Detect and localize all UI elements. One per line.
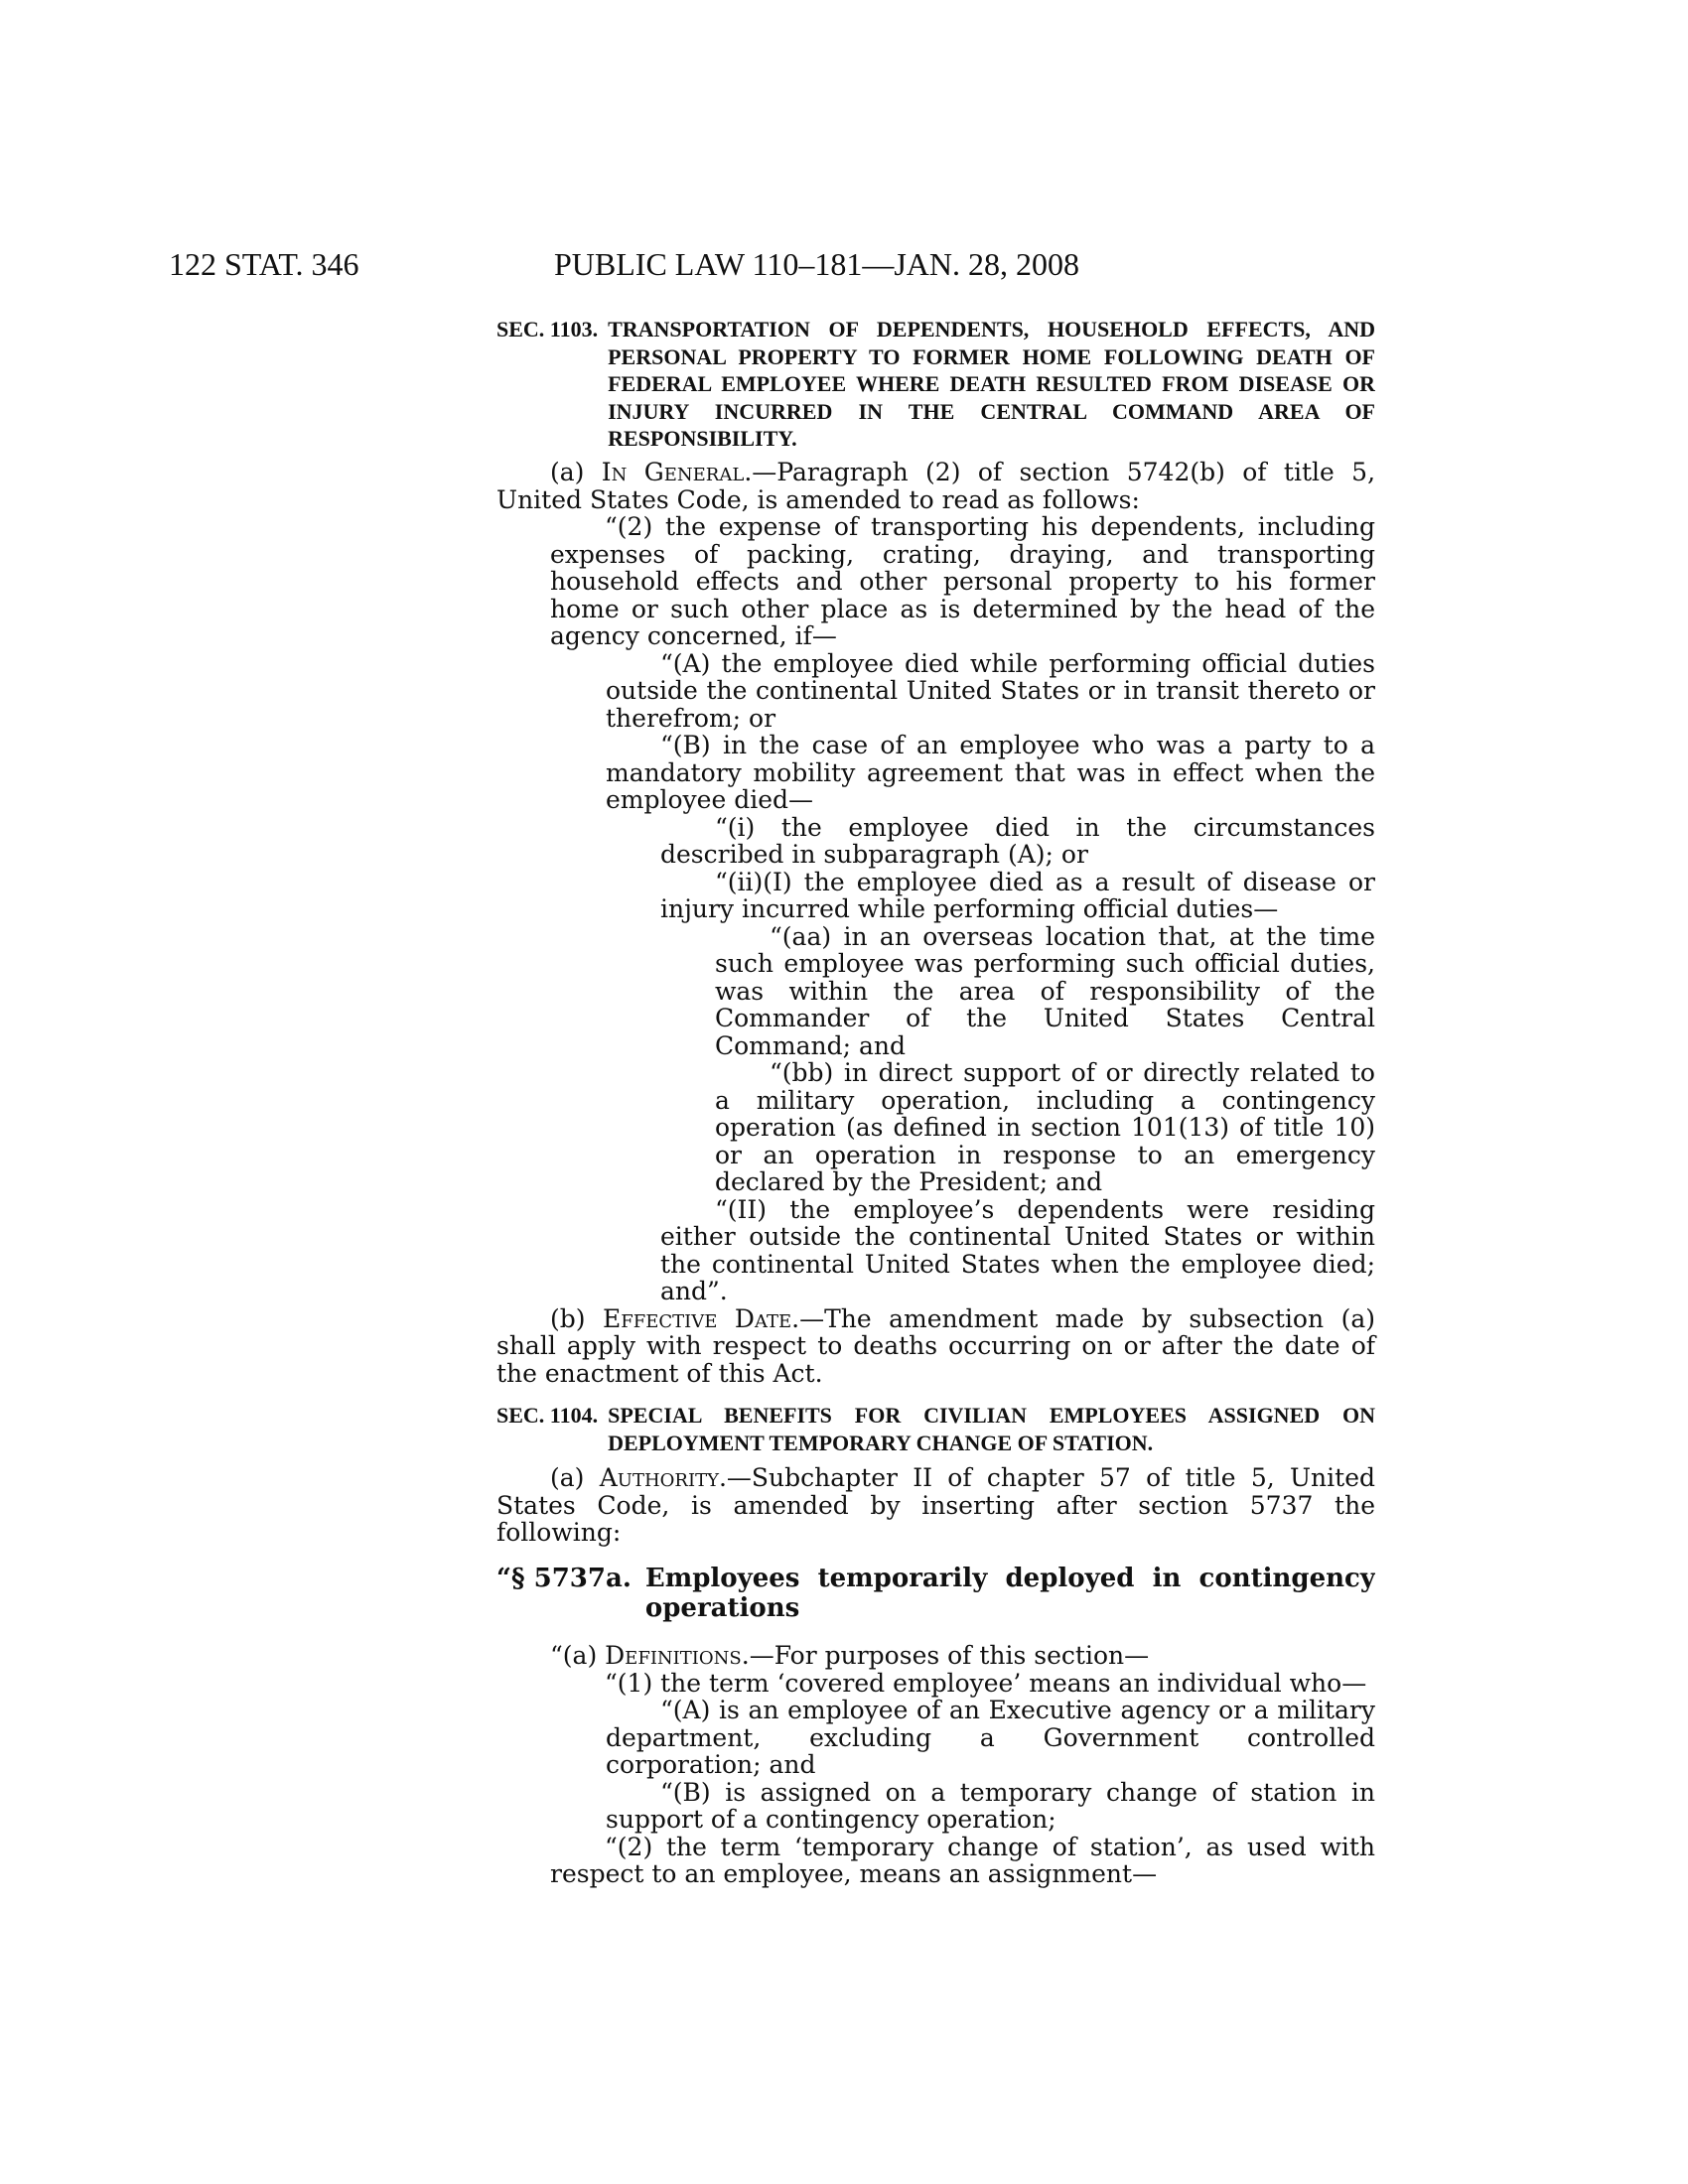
code-section-body xyxy=(496,1642,1375,1888)
subsection-label: (a) xyxy=(550,458,602,486)
subparagraph-B: “(B) in the case of an employee who was a party to a mandatory mobility agreement that was in effect when the employee died— xyxy=(606,731,1375,814)
clause-i: “(i) the employee died in the circumstances described in subparagraph (A); or xyxy=(660,812,1375,869)
subsection-label: (a) xyxy=(550,1463,600,1492)
subparagraph-A: “(A) the employee died while performing official duties outside the continental United States or in transit thereto or therefrom; or xyxy=(606,648,1375,733)
page-law-header: PUBLIC LAW 110–181—JAN. 28, 2008 xyxy=(554,246,1079,282)
subsection-a-paragraph xyxy=(496,459,1375,513)
paragraph-2: “(2) the expense of transporting his dependents, including expenses of packing, crating, draying, and transporting household effects and other personal property to his former home or such other place as is determined by the head of the agency concerned, if— xyxy=(550,512,1375,650)
section-1104-heading xyxy=(496,1402,1375,1456)
section-title: TRANSPORTATION OF DEPENDENTS, HOUSEHOLD EFFECTS, AND PERSONAL PROPERTY TO FORMER HOME FOLLOWING DEATH OF FEDERAL EMPLOYEE WHERE DEATH RESULTED FROM DISEASE OR INJURY INCURRED IN THE CENTRAL COMMAND AREA OF RESPONSIBILITY. xyxy=(608,317,1375,451)
definition-1: “(1) the term ‘covered employee’ means an individual who— xyxy=(605,1668,1367,1698)
subsection-text: .—Subchapter II of chapter 57 of title 5, United States Code, is amended by inserting after section 5737 the following: xyxy=(496,1463,1376,1547)
subsection-heading: In General xyxy=(601,458,745,486)
section-title: SPECIAL BENEFITS FOR CIVILIAN EMPLOYEES ASSIGNED ON DEPLOYMENT TEMPORARY CHANGE OF STATION. xyxy=(608,1403,1375,1455)
code-section-title: Employees temporarily deployed in contingency operations xyxy=(644,1564,1375,1623)
code-section-heading xyxy=(496,1564,1375,1623)
section-1104-body xyxy=(496,1464,1375,1547)
definition-1-B: “(B) is assigned on a temporary change of station in support of a contingency operation; xyxy=(606,1777,1375,1834)
subsection-label: (b) xyxy=(550,1303,604,1333)
code-section-number: “§ 5737a. xyxy=(496,1564,632,1593)
subsection-text: .—The amendment made by subsection (a) shall apply with respect to deaths occurring on or after the date of the enactment of this Act. xyxy=(496,1303,1375,1388)
subsection-label: “(a) xyxy=(550,1641,606,1670)
subsection-a-paragraph xyxy=(496,1464,1375,1547)
subclause-II: “(II) the employee’s dependents were residing either outside the continental United States or within the continental United States when the employee died; and”. xyxy=(660,1194,1375,1305)
definition-2: “(2) the term ‘temporary change of station’, as used with respect to an employee, means an assignment— xyxy=(550,1832,1375,1888)
section-1103-body xyxy=(496,459,1375,1387)
definition-1-A: “(A) is an employee of an Executive agency or a military department, excluding a Government controlled corporation; and xyxy=(606,1696,1375,1779)
subsection-heading: Definitions xyxy=(605,1641,742,1670)
subsection-b-paragraph xyxy=(496,1305,1375,1388)
section-number: SEC. 1104. xyxy=(496,1403,599,1428)
item-bb: “(bb) in direct support of or directly related to a military operation, including a contingency operation (as defined in section 101(13) of title 10) or an operation in response to an emergency declared by the President; and xyxy=(715,1058,1375,1196)
subsection-heading: Authority xyxy=(599,1463,719,1492)
subsection-text: .—For purposes of this section— xyxy=(741,1641,1150,1670)
definitions-paragraph xyxy=(496,1642,1375,1670)
item-aa: “(aa) in an overseas location that, at the time such employee was performing such official duties, was within the area of responsibility of the Commander of the United States Central Command; and xyxy=(715,921,1375,1060)
section-number: SEC. 1103. xyxy=(496,317,599,341)
page-stat-citation: 122 STAT. 346 xyxy=(169,246,359,282)
clause-ii-I: “(ii)(I) the employee died as a result of disease or injury incurred while performing official duties— xyxy=(660,867,1375,923)
subsection-text: .—Paragraph (2) of section 5742(b) of title 5, United States Code, is amended to read as follows: xyxy=(496,458,1376,514)
section-1103-heading xyxy=(496,316,1375,453)
subsection-heading: Effective Date xyxy=(603,1303,792,1333)
